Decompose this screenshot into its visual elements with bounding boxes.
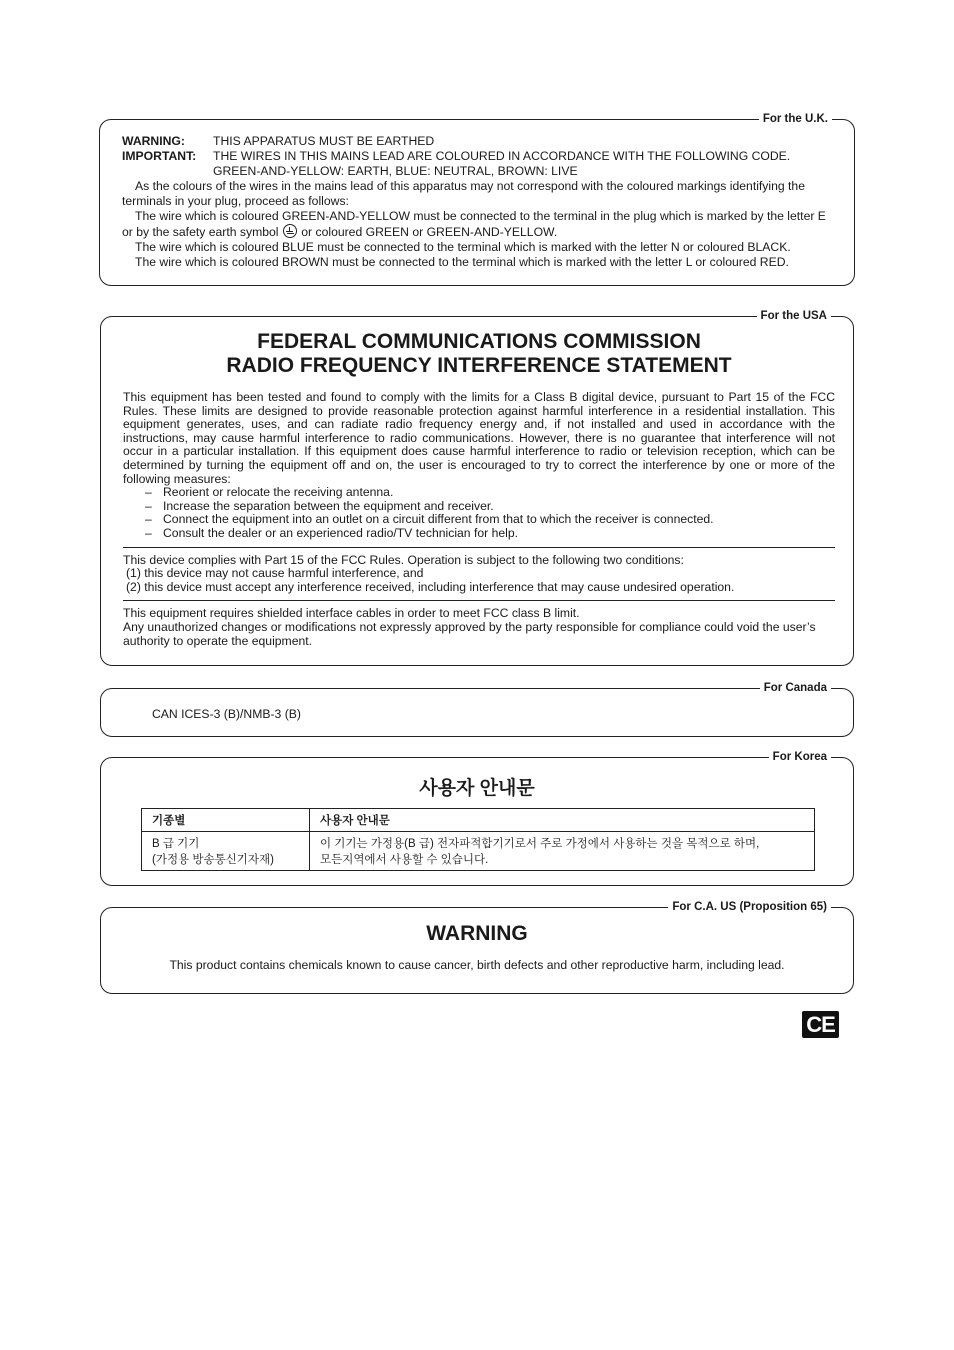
fcc-comply-text: This device complies with Part 15 of the FCC Rules. Operation is subject to the following two conditions: [123, 552, 684, 567]
uk-important-value [213, 149, 836, 179]
uk-warning-value: THIS APPARATUS MUST BE EARTHED [213, 134, 435, 148]
fcc-condition-2: (2) this device must accept any interference received, including interference that may cause undesired operation. [126, 579, 735, 594]
usa-tag: For the USA [757, 308, 831, 324]
fcc-compliance [123, 554, 835, 595]
usa-content [123, 330, 835, 648]
divider [123, 600, 835, 601]
prop65-section [100, 901, 854, 994]
table-header-row [142, 809, 815, 832]
prop65-text: This product contains chemicals known to cause cancer, birth defects and other reproductive harm, including lead. [169, 958, 785, 972]
ce-mark-icon: CE [802, 1011, 839, 1038]
list-item: – Connect the equipment into an outlet on a circuit different from that to which the receiver is connected. [145, 512, 714, 527]
uk-paragraph-4: The wire which is coloured BROWN must be connected to the terminal which is marked with the letter L or coloured RED. [135, 255, 789, 269]
uk-paragraph-1: As the colours of the wires in the mains lead of this apparatus may not correspond with the coloured markings identifying the terminals in your plug, proceed as follows: [122, 179, 805, 208]
uk-important-row [122, 149, 836, 179]
uk-paragraph-3: The wire which is coloured BLUE must be connected to the terminal which is marked with the letter N or coloured BLACK. [135, 240, 791, 254]
canada-tag: For Canada [760, 680, 831, 696]
uk-important-key: IMPORTANT: [122, 149, 197, 163]
prop65-tag: For C.A. US (Proposition 65) [668, 899, 831, 915]
fcc-condition-1: (1) this device may not cause harmful interference, and [126, 566, 424, 581]
uk-tag: For the U.K. [759, 111, 832, 127]
list-item: – Increase the separation between the equipment and receiver. [145, 498, 494, 513]
korea-section [100, 751, 854, 886]
fcc-notes [123, 607, 835, 648]
uk-warning-row [122, 134, 836, 149]
list-item: – Reorient or relocate the receiving antenna. [145, 485, 394, 500]
uk-paragraph-2 [122, 209, 836, 240]
uk-paragraph-2b: or coloured GREEN or GREEN-AND-YELLOW. [301, 225, 558, 239]
divider [123, 547, 835, 548]
uk-important-line2: GREEN-AND-YELLOW: EARTH, BLUE: NEUTRAL, BROWN: LIVE [213, 164, 578, 178]
fcc-measures-list [123, 486, 835, 540]
usa-section [100, 310, 854, 666]
table-header-guide: 사용자 안내문 [310, 809, 815, 832]
uk-warning-key: WARNING: [122, 134, 185, 148]
uk-paragraph-2a: The wire which is coloured GREEN-AND-YELLOW must be connected to the terminal in the plug which is marked by the letter E or by the safety earth symbol [122, 209, 826, 239]
prop65-title: WARNING [426, 922, 528, 945]
fcc-body: This equipment has been tested and found to comply with the limits for a Class B digital device, pursuant to Part 15 of the FCC Rules. These limits are designed to provide reasonable protection against harmful interference in a residential installation. This equipment generates, uses, and can radiate radio frequency energy and, if not installed and used in accordance with the instructions, may cause harmful interference to radio communications. However, there is no guarantee that interference will not occur in a particular installation. If this equipment does cause harmful interference to radio or television reception, which can be determined by turning the equipment off and on, the user is encouraged to try to correct the interference by one or more of the following measures: [123, 390, 835, 486]
uk-section [99, 113, 855, 286]
list-item: – Consult the dealer or an experienced radio/TV technician for help. [145, 525, 519, 540]
uk-content [122, 134, 836, 270]
korea-title: 사용자 안내문 [419, 778, 535, 799]
fcc-title-line2: RADIO FREQUENCY INTERFERENCE STATEMENT [226, 354, 732, 377]
uk-important-line1: THE WIRES IN THIS MAINS LEAD ARE COLOURED IN ACCORDANCE WITH THE FOLLOWING CODE. [213, 149, 791, 163]
fcc-shield-text: This equipment requires shielded interface cables in order to meet FCC class B limit. [123, 606, 580, 621]
korea-tag: For Korea [769, 749, 831, 765]
table-cell: 이 기기는 가정용(B 급) 전자파적합기기로서 주로 가정에서 사용하는 것을 목적으로 하며, 모든지역에서 사용할 수 있습니다. [310, 832, 815, 871]
canada-section [100, 682, 854, 737]
canada-text: CAN ICES-3 (B)/NMB-3 (B) [152, 707, 301, 721]
table-header-model: 기종별 [142, 809, 310, 832]
fcc-title-line1: FEDERAL COMMUNICATIONS COMMISSION [257, 330, 701, 353]
earth-symbol-icon [283, 224, 297, 238]
fcc-changes-text: Any unauthorized changes or modifications not expressly approved by the party responsible for compliance could void the user’s authority to operate the equipment. [123, 619, 816, 648]
table-row [142, 832, 815, 871]
korea-table [141, 808, 815, 871]
table-cell: B 급 기기 (가정용 방송통신기자재) [142, 832, 310, 871]
